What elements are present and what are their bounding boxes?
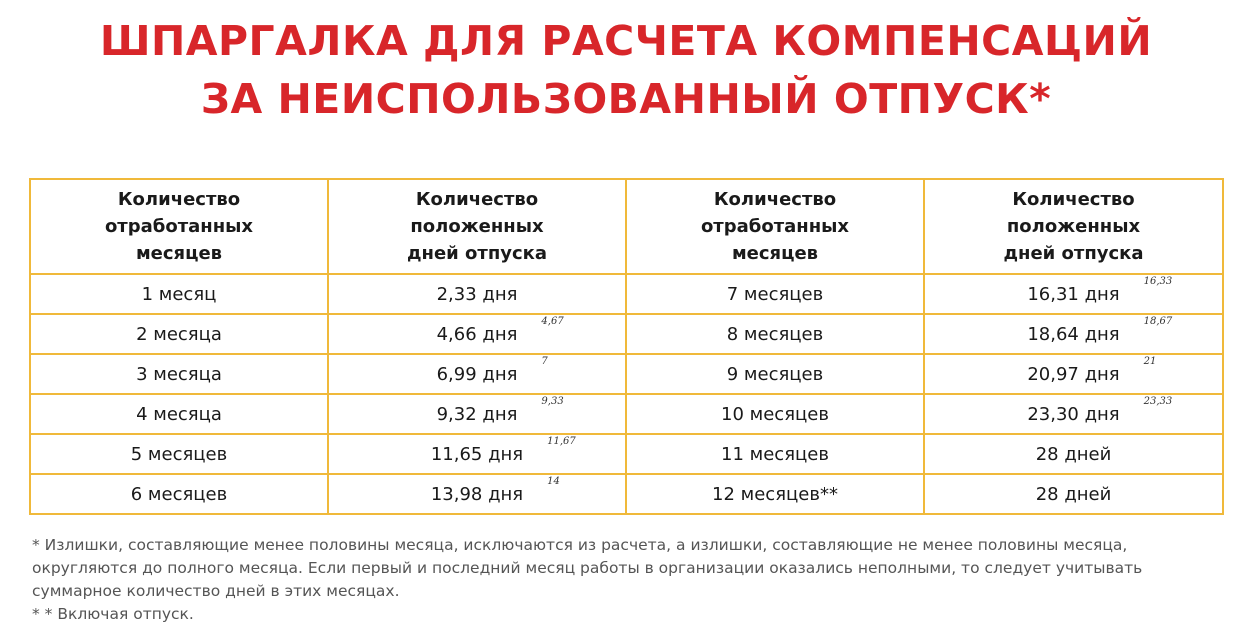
table-row <box>30 394 1223 434</box>
footnotes <box>32 534 1232 626</box>
page-title <box>0 12 1252 128</box>
days-cell: 28 дней <box>924 434 1223 474</box>
months-cell: 7 месяцев <box>626 274 924 314</box>
header-months-worked-1: Количество отработанных месяцев <box>30 179 328 274</box>
handwritten-note: 7 <box>541 355 548 367</box>
handwritten-note: 4,67 <box>541 315 564 327</box>
header-months-worked-2: Количество отработанных месяцев <box>626 179 924 274</box>
days-cell: 11,65 дня 11,67 <box>328 434 626 474</box>
footnote-1: * Излишки, составляющие менее половины месяца, исключаются из расчета, а излишки, составляющие не менее половины месяца, округляются до полного месяца. Если первый и последний месяц работы в организации оказались неполными, то следует учитывать суммарное количество дней в этих месяцах. <box>32 536 1143 600</box>
months-cell: 6 месяцев <box>30 474 328 514</box>
table-header-row <box>30 179 1223 274</box>
months-cell: 5 месяцев <box>30 434 328 474</box>
footnote-2: * * Включая отпуск. <box>32 605 194 623</box>
table-row <box>30 474 1223 514</box>
months-cell: 12 месяцев** <box>626 474 924 514</box>
handwritten-note: 23,33 <box>1143 395 1173 407</box>
months-cell: 11 месяцев <box>626 434 924 474</box>
handwritten-note: 16,33 <box>1143 275 1173 287</box>
table-row <box>30 354 1223 394</box>
table-row <box>30 314 1223 354</box>
title-line-1: ШПАРГАЛКА ДЛЯ РАСЧЕТА КОМПЕНСАЦИЙ <box>99 17 1153 65</box>
days-cell: 23,30 дня 23,33 <box>924 394 1223 434</box>
days-cell: 16,31 дня 16,33 <box>924 274 1223 314</box>
days-cell: 2,33 дня <box>328 274 626 314</box>
months-cell: 1 месяц <box>30 274 328 314</box>
months-cell: 10 месяцев <box>626 394 924 434</box>
days-cell: 4,66 дня 4,67 <box>328 314 626 354</box>
handwritten-note: 21 <box>1143 355 1157 367</box>
months-cell: 9 месяцев <box>626 354 924 394</box>
handwritten-note: 11,67 <box>547 435 576 447</box>
days-cell: 6,99 дня 7 <box>328 354 626 394</box>
days-cell: 20,97 дня 21 <box>924 354 1223 394</box>
handwritten-note: 18,67 <box>1143 315 1173 327</box>
months-cell: 3 месяца <box>30 354 328 394</box>
handwritten-note: 14 <box>547 475 560 487</box>
handwritten-note: 9,33 <box>541 395 564 407</box>
days-cell: 28 дней <box>924 474 1223 514</box>
table-row <box>30 274 1223 314</box>
table-row <box>30 434 1223 474</box>
header-vacation-days-1: Количество положенных дней отпуска <box>328 179 626 274</box>
months-cell: 4 месяца <box>30 394 328 434</box>
days-cell: 13,98 дня 14 <box>328 474 626 514</box>
months-cell: 2 месяца <box>30 314 328 354</box>
header-vacation-days-2: Количество положенных дней отпуска <box>924 179 1223 274</box>
months-cell: 8 месяцев <box>626 314 924 354</box>
days-cell: 9,32 дня 9,33 <box>328 394 626 434</box>
days-cell: 18,64 дня 18,67 <box>924 314 1223 354</box>
title-line-2: ЗА НЕИСПОЛЬЗОВАННЫЙ ОТПУСК* <box>200 75 1052 123</box>
compensation-table <box>29 178 1224 515</box>
